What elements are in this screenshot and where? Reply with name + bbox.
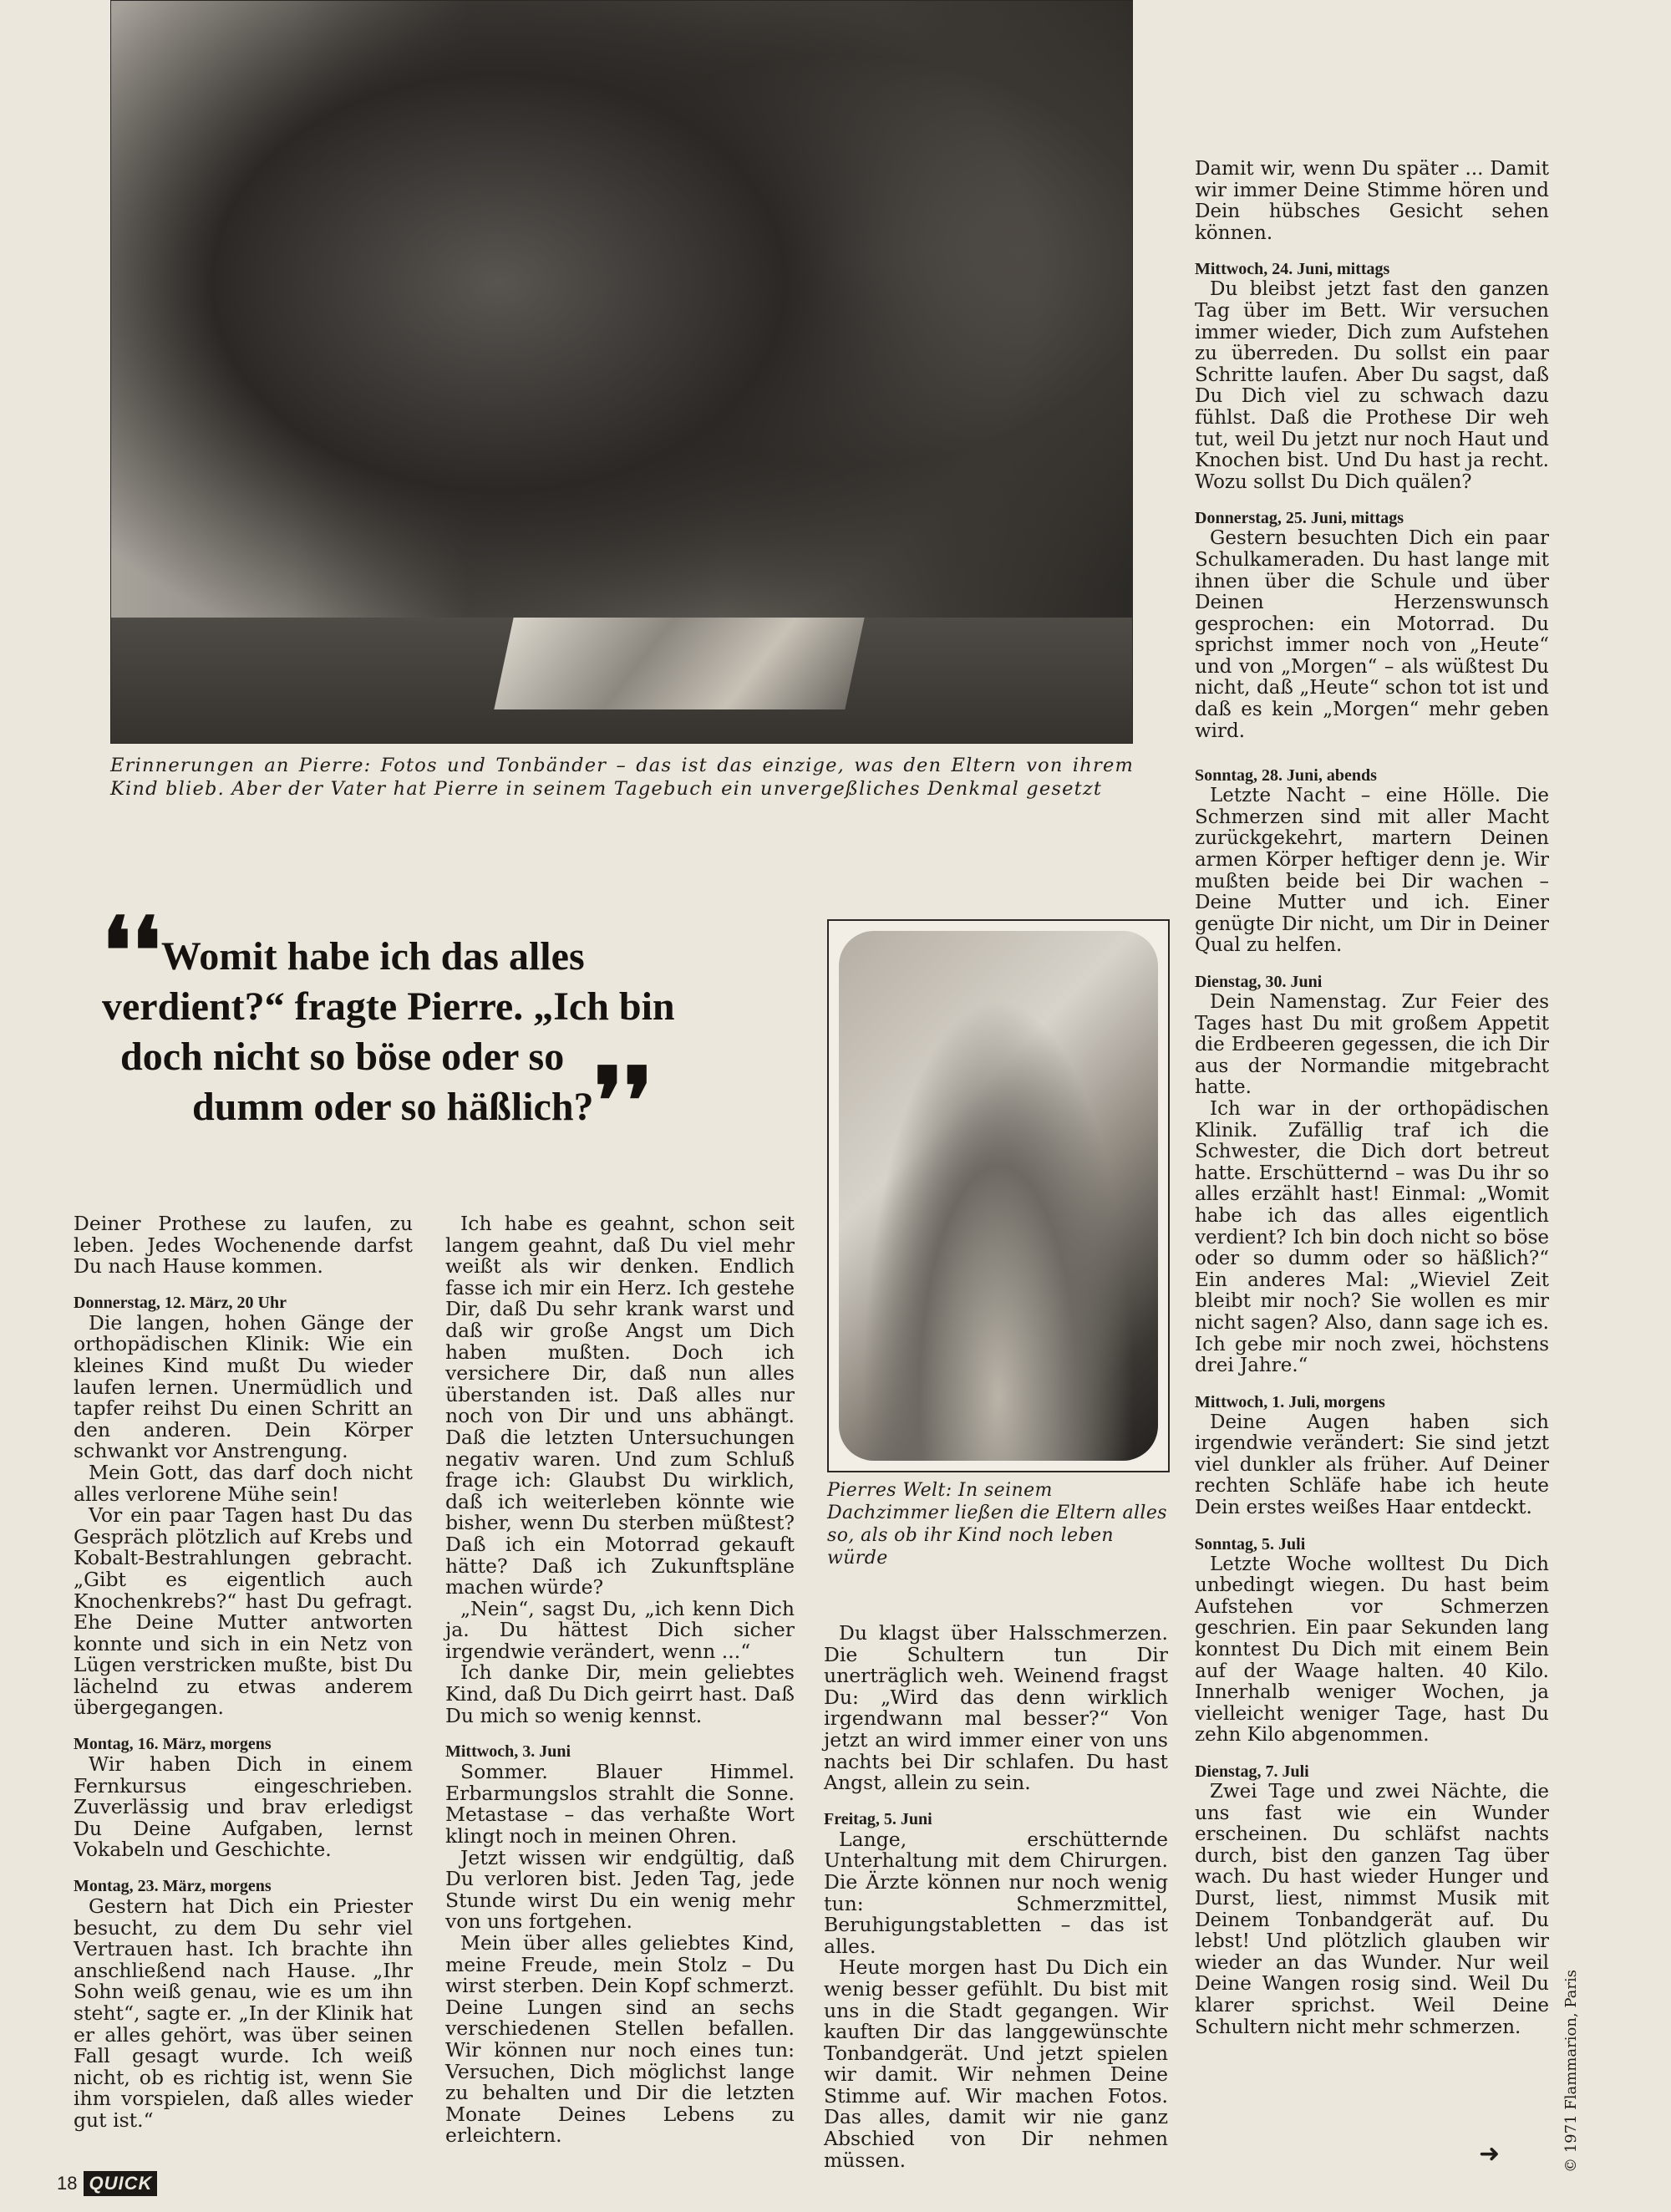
diary-entry: Sonntag, 28. Juni, abends Letzte Nacht – eine Hölle. Die Schmerzen sind mit aller Macht zurückgekehrt, martern Deinen armen Körper heftiger denn je. Wir mußten beide bei Dir wachen – Deine Mutter und ich. Einer genügte Dir nicht, um Dir in Deiner Qual zu helfen. bbox=[1195, 766, 1549, 957]
entry-date: Mittwoch, 24. Juni, mittags bbox=[1195, 260, 1390, 279]
diary-entry: Mittwoch, 1. Juli, morgens Deine Augen haben sich irgendwie verändert: Sie sind jetzt viel dunkler als früher. Auf Deiner rechten Schläfe habe ich heute Dein erstes weißes Haar entdeckt. bbox=[1195, 1392, 1549, 1519]
diary-entry: Donnerstag, 25. Juni, mittags Gestern besuchten Dich ein paar Schulkameraden. Du hast lange mit ihnen über die Schule und über Deinen Herzenswunsch gesprochen: ein Motorrad. Du sprichst immer noch von „Heute“ und von „Morgen“ – als wüßtest Du nicht, daß „Heute“ schon tot ist und daß es kein „Morgen“ mehr geben wird. bbox=[1195, 509, 1549, 742]
page-number: 18 bbox=[57, 2173, 78, 2194]
room-photo bbox=[839, 931, 1158, 1461]
magazine-logo: QUICK bbox=[84, 2171, 157, 2196]
room-photo-caption: Pierres Welt: In seinem Dachzimmer ließen die Eltern alles so, als ob ihr Kind noch leben würde bbox=[827, 1480, 1167, 1569]
pull-quote-line-4: dumm oder so häßlich?❜❜ bbox=[192, 1051, 653, 1153]
photo-album bbox=[494, 618, 864, 709]
copyright-notice: © 1971 Flammarion, Paris bbox=[1562, 1970, 1580, 2173]
col4-continuation: Damit wir, wenn Du später ... Damit wir immer Deine Stimme hören und Dein hübsches Gesicht sehen können. bbox=[1195, 158, 1549, 244]
close-quote-icon: ❜❜ bbox=[593, 1051, 653, 1153]
pull-quote-line-3: doch nicht so böse oder so bbox=[120, 1035, 565, 1079]
entry-date: Dienstag, 30. Juni bbox=[1195, 973, 1323, 991]
diary-entry: Freitag, 5. Juni Lange, erschütternde Unterhaltung mit dem Chirurgen. Die Ärzte können nur noch wenig tun: Schmerzmittel, Beruhigungstabletten – das ist alles. Heute morgen hast Du Dich ein wenig besser gefühlt. Du bist mit uns in die Stadt gegangen. Wir kauften Dir das langgewünschte Tonbandgerät. Und jetzt spielen wir damit. Wir nehmen Deine Stimme auf. Wir machen Fotos. Das alles, damit wir nie ganz Abschied von Dir nehmen müssen. bbox=[824, 1809, 1168, 2172]
entry-date: Mittwoch, 1. Juli, morgens bbox=[1195, 1392, 1385, 1411]
diary-entry: Mittwoch, 3. Juni Sommer. Blauer Himmel. Erbarmungslos strahlt die Sonne. Metastase – das verhaßte Wort klingt noch in meinen Ohren. Jetzt wissen wir endgültig, daß Du verloren bist. Jeden Tag, jede Stunde wirst Du ein wenig mehr von uns fortgehen. Mein über alles geliebtes Kind, meine Freude, mein Stolz – Du wirst sterben. Dein Kopf schmerzt. Deine Lungen sind an sechs verschiedenen Stellen befallen. Wir können nur noch eines tun: Versuchen, Dich möglichst lange zu behalten und Dir die letzten Monate Deines Lebens zu erleichtern. bbox=[445, 1742, 795, 2148]
pull-quote bbox=[102, 901, 820, 1153]
pull-quote-line-1: ❛❛Womit habe ich das alles bbox=[102, 901, 585, 1003]
entry-date: Sonntag, 5. Juli bbox=[1195, 1534, 1306, 1553]
article-column-1 bbox=[74, 1213, 413, 2147]
main-photo bbox=[110, 0, 1133, 744]
col2-continuation: Ich habe es geahnt, schon seit langem geahnt, daß Du viel mehr weißt als wir denken. Endlich fasse ich mir ein Herz. Ich gestehe Dir, daß Du sehr krank warst und daß wir große Angst um Dich haben mußten. Doch ich versichere Dir, daß nun alles überstanden ist. Daß alles nur noch von Dir und uns abhängt. Daß die letzten Untersuchungen negativ waren. Und zum Schluß frage ich: Glaubst Du wirklich, daß ich weiterleben könnte wie bisher, wenn Du sterben müßtest? Daß ich ein Motorrad gekauft hätte? Daß ich Zukunftspläne machen würde? „Nein“, sagst Du, „ich kenn Dich ja. Du hättest Dich sicher irgendwie verändert, wenn ...“ Ich danke Dir, mein geliebtes Kind, daß Du Dich geirrt hast. Daß Du mich so wenig kennst. bbox=[445, 1212, 795, 1727]
entry-date: Donnerstag, 25. Juni, mittags bbox=[1195, 509, 1404, 528]
entry-date: Montag, 16. März, morgens bbox=[74, 1735, 272, 1754]
continue-arrow-icon: ➜ bbox=[1479, 2139, 1501, 2169]
diary-entry: Dienstag, 7. Juli Zwei Tage und zwei Nächte, die uns fast wie ein Wunder erscheinen. Du schläfst nachts durch, bist den ganzen Tag über wach. Du hast wieder Hunger und Durst, liest, nimmst Musik mit Deinem Tonbandgerät auf. Du lebst! Und plötzlich glauben wir wieder an das Wunder. Nur weil Deine Wangen rosig sind. Weil Du klarer sprichst. Weil Deine Schultern nicht mehr schmerzen. bbox=[1195, 1762, 1549, 2038]
diary-entry: Sonntag, 5. Juli Letzte Woche wolltest Du Dich unbedingt wiegen. Du hast beim Aufstehen vor Schmerzen geschrien. Ein paar Sekunden lang konntest Du Dich mit einem Bein auf der Waage halten. 40 Kilo. Innerhalb weniger Wochen, ja vielleicht weniger Tage, hast Du zehn Kilo abgenommen. bbox=[1195, 1534, 1549, 1747]
open-quote-icon: ❛❛ bbox=[102, 901, 161, 1003]
col1-intro: Deiner Prothese zu laufen, zu leben. Jedes Wochenende darfst Du nach Hause kommen. bbox=[74, 1212, 413, 1279]
page-footer bbox=[57, 2171, 157, 2196]
diary-entry: Mittwoch, 24. Juni, mittags Du bleibst jetzt fast den ganzen Tag über im Bett. Wir versuchen immer wieder, Dich zum Aufstehen zu überreden. Du sollst ein paar Schritte laufen. Aber Du sagst, daß Du Dich viel zu schwach dazu fühlst. Daß die Prothese Dir weh tut, weil Du jetzt nur noch Haut und Knochen bist. Und Du hast ja recht. Wozu sollst Du Dich quälen? bbox=[1195, 260, 1549, 493]
col3-continuation: Du klagst über Halsschmerzen. Die Schultern tun Dir unerträglich weh. Weinend fragst Du: „Wird das denn wirklich irgendwann mal besser?“ Von jetzt an wird immer einer von uns nachts bei Dir schlafen. Du hast Angst, allein zu sein. bbox=[824, 1621, 1168, 1795]
diary-entry: Donnerstag, 12. März, 20 Uhr Die langen, hohen Gänge der orthopädischen Klinik: Wie ein kleines Kind mußt Du wieder laufen lernen. Unermüdlich und tapfer reihst Du einen Schritt an den anderen. Dein Körper schwankt vor Anstrengung. Mein Gott, das darf doch nicht alles verlorene Mühe sein! Vor ein paar Tagen hast Du das Gespräch plötzlich auf Krebs und Kobalt-Bestrahlungen gebracht. „Gibt es eigentlich auch Knochenkrebs?“ hast Du gefragt. Ehe Deine Mutter antworten konnte und sich in ein Netz von Lügen verstricken mußte, bist Du lächelnd zu etwas anderem übergegangen. bbox=[74, 1293, 413, 1720]
entry-date: Freitag, 5. Juni bbox=[824, 1809, 932, 1828]
diary-entry: Montag, 23. März, morgens Gestern hat Dich ein Priester besucht, zu dem Du sehr viel Vertrauen hast. Ich brachte ihn anschließend nach Hause. „Ihr Sohn weiß genau, wie es um ihn steht“, sagte er. „In der Klinik hat er alles gehört, was über seinen Fall gesagt wurde. Ich weiß nicht, ob es richtig ist, wenn Sie ihm vorspielen, daß alles wieder gut ist.“ bbox=[74, 1877, 413, 2132]
room-photo-frame bbox=[827, 919, 1170, 1472]
pull-quote-line-2: verdient?“ fragte Pierre. „Ich bin bbox=[102, 984, 675, 1029]
entry-date: Donnerstag, 12. März, 20 Uhr bbox=[74, 1293, 287, 1312]
article-column-2 bbox=[445, 1213, 795, 2162]
article-column-3 bbox=[824, 1623, 1168, 2186]
entry-date: Mittwoch, 3. Juni bbox=[445, 1742, 571, 1762]
main-photo-caption: Erinnerungen an Pierre: Fotos und Tonbänder – das ist das einzige, was den Eltern von ihrem Kind blieb. Aber der Vater hat Pierre in seinem Tagebuch ein unvergeßliches Denkmal gesetzt bbox=[110, 755, 1134, 800]
entry-date: Dienstag, 7. Juli bbox=[1195, 1762, 1309, 1781]
entry-date: Montag, 23. März, morgens bbox=[74, 1877, 272, 1896]
diary-entry: Montag, 16. März, morgens Wir haben Dich in einem Fernkursus eingeschrieben. Zuverlässig und brav erledigst Du Deine Aufgaben, lernst Vokabeln und Geschichte. bbox=[74, 1735, 413, 1862]
article-column-4 bbox=[1195, 159, 1549, 2053]
entry-date: Sonntag, 28. Juni, abends bbox=[1195, 766, 1377, 786]
diary-entry: Dienstag, 30. Juni Dein Namenstag. Zur Feier des Tages hast Du mit großem Appetit die Erdbeeren gegessen, die ich Dir aus der Normandie mitgebracht hatte. Ich war in der orthopädischen Klinik. Zufällig traf ich die Schwester, die Dich dort betreut hatte. Erschütternd – was Du ihr so alles erzählt hast! Einmal: „Womit habe ich das alles eigentlich verdient? Ich bin doch nicht so böse oder so dumm oder so häßlich?“ Ein anderes Mal: „Wieviel Zeit bleibt mir noch? Sie wollen es mir nicht sagen? Also, dann sage ich es. Ich gebe mir noch zwei, höchstens drei Jahre.“ bbox=[1195, 973, 1549, 1377]
